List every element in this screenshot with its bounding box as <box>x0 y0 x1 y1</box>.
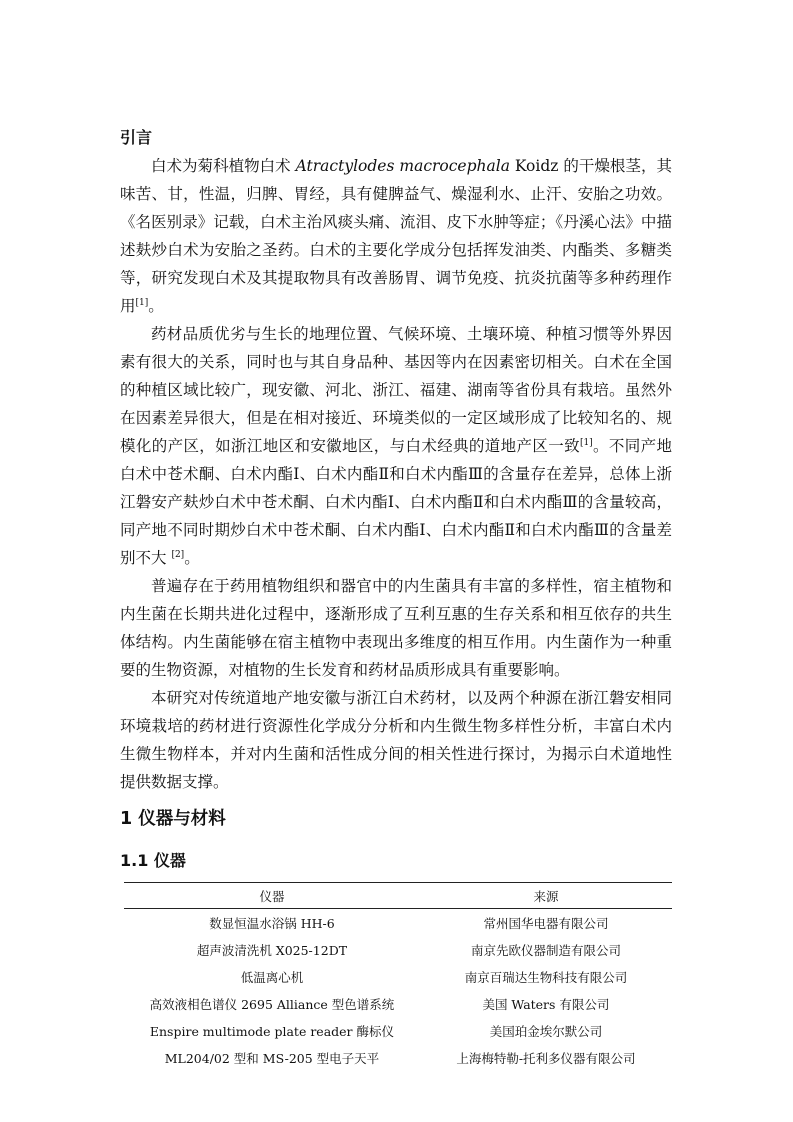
document-page <box>120 124 672 1071</box>
table-cell-source: 南京百瑞达生物科技有限公司 <box>464 969 628 985</box>
table-cell-source: 美国 Waters 有限公司 <box>482 996 610 1012</box>
table-cell-instrument: 超声波清洗机 X025-12DT <box>196 942 348 958</box>
table-row <box>124 963 672 990</box>
table-cell-source: 常州国华电器有限公司 <box>483 915 609 931</box>
intro-paragraph-3: 普遍存在于药用植物组织和器官中的内生菌具有丰富的多样性，宿主植物和内生菌在长期共进化过程中，逐渐形成了互利互惠的生存关系和相互依存的共生体结构。内生菌能够在宿主植物中表现出多维度的相互作用。内生菌作为一种重要的生物资源，对植物的生长发育和药材品质形成具有重要影响。 <box>120 577 672 679</box>
p2-end: 。 <box>184 549 200 567</box>
table-header-source: 来源 <box>420 883 672 909</box>
table-row <box>124 909 672 937</box>
intro-paragraph-2 <box>120 320 672 572</box>
table-header-row <box>124 883 672 909</box>
intro-paragraph-1 <box>120 152 672 320</box>
latin-name: Atractylodes macrocephala <box>295 157 510 175</box>
table-row <box>124 1044 672 1071</box>
table-cell-instrument: 低温离心机 <box>240 969 304 985</box>
p1-text-b: Koidz 的干燥根茎，其味苦、甘，性温，归脾、胃经，具有健脾益气、燥湿利水、止汗、安胎之功效。《名医别录》记载，白术主治风痰头痛、流泪、皮下水肿等症；《丹溪心法》中描述麸炒白术为安胎之圣药。白术的主要化学成分包括挥发油类、内酯类、多糖类等，研究发现白术及其提取物具有改善肠胃、调节免疫、抗炎抗菌等多种药理作用 <box>120 157 672 315</box>
intro-paragraph-4: 本研究对传统道地产地安徽与浙江白术药材，以及两个种源在浙江磐安相同环境栽培的药材进行资源性化学成分分析和内生微生物多样性分析，丰富白术内生微生物样本，并对内生菌和活性成分间的相关性进行探讨，为揭示白术道地性提供数据支撑。 <box>120 689 672 791</box>
intro-heading: 引言 <box>120 128 153 147</box>
citation-ref: [2] <box>171 549 185 560</box>
table-row <box>124 990 672 1017</box>
table-cell-source: 上海梅特勒-托利多仪器有限公司 <box>456 1050 636 1066</box>
instrument-table <box>124 882 672 1071</box>
section-heading-1-1: 1.1 仪器 <box>120 851 186 870</box>
table-row <box>124 1017 672 1044</box>
citation-ref: [1] <box>135 297 149 308</box>
section-heading-1: 1 仪器与材料 <box>120 809 226 829</box>
p1-end: 。 <box>148 297 164 315</box>
table-cell-instrument: 数显恒温水浴锅 HH-6 <box>209 915 335 931</box>
p2-text-a: 药材品质优劣与生长的地理位置、气候环境、土壤环境、种植习惯等外界因素有很大的关系，同时也与其自身品种、基因等内在因素密切相关。白术在全国的种植区域比较广，现安徽、河北、浙江、福建、湖南等省份具有栽培。虽然外在因素差异很大，但是在相对接近、环境类似的一定区域形成了比较知名的、规模化的产区，如浙江地区和安徽地区，与白术经典的道地产区一致 <box>120 325 672 455</box>
citation-ref: [1] <box>579 437 593 448</box>
p2-text-b: 。不同产地白术中苍术酮、白术内酯Ⅰ、白术内酯Ⅱ和白术内酯Ⅲ的含量存在差异，总体上浙江磐安产麸炒白术中苍术酮、白术内酯Ⅰ、白术内酯Ⅱ和白术内酯Ⅲ的含量较高，同产地不同时期炒白术中苍术酮、白术内酯Ⅰ、白术内酯Ⅱ和白术内酯Ⅲ的含量差别不大 <box>120 437 672 567</box>
table-cell-instrument: Enspire multimode plate reader 酶标仪 <box>149 1023 395 1039</box>
table-cell-instrument: 高效液相色谱仪 2695 Alliance 型色谱系统 <box>149 996 395 1012</box>
table-cell-source: 南京先欧仪器制造有限公司 <box>470 942 621 958</box>
table-cell-source: 美国珀金埃尔默公司 <box>489 1023 603 1039</box>
table-cell-instrument: ML204/02 型和 MS-205 型电子天平 <box>164 1050 380 1066</box>
p1-text-a: 白术为菊科植物白术 <box>151 157 296 175</box>
table-header-instrument: 仪器 <box>124 883 420 909</box>
table-row <box>124 936 672 963</box>
